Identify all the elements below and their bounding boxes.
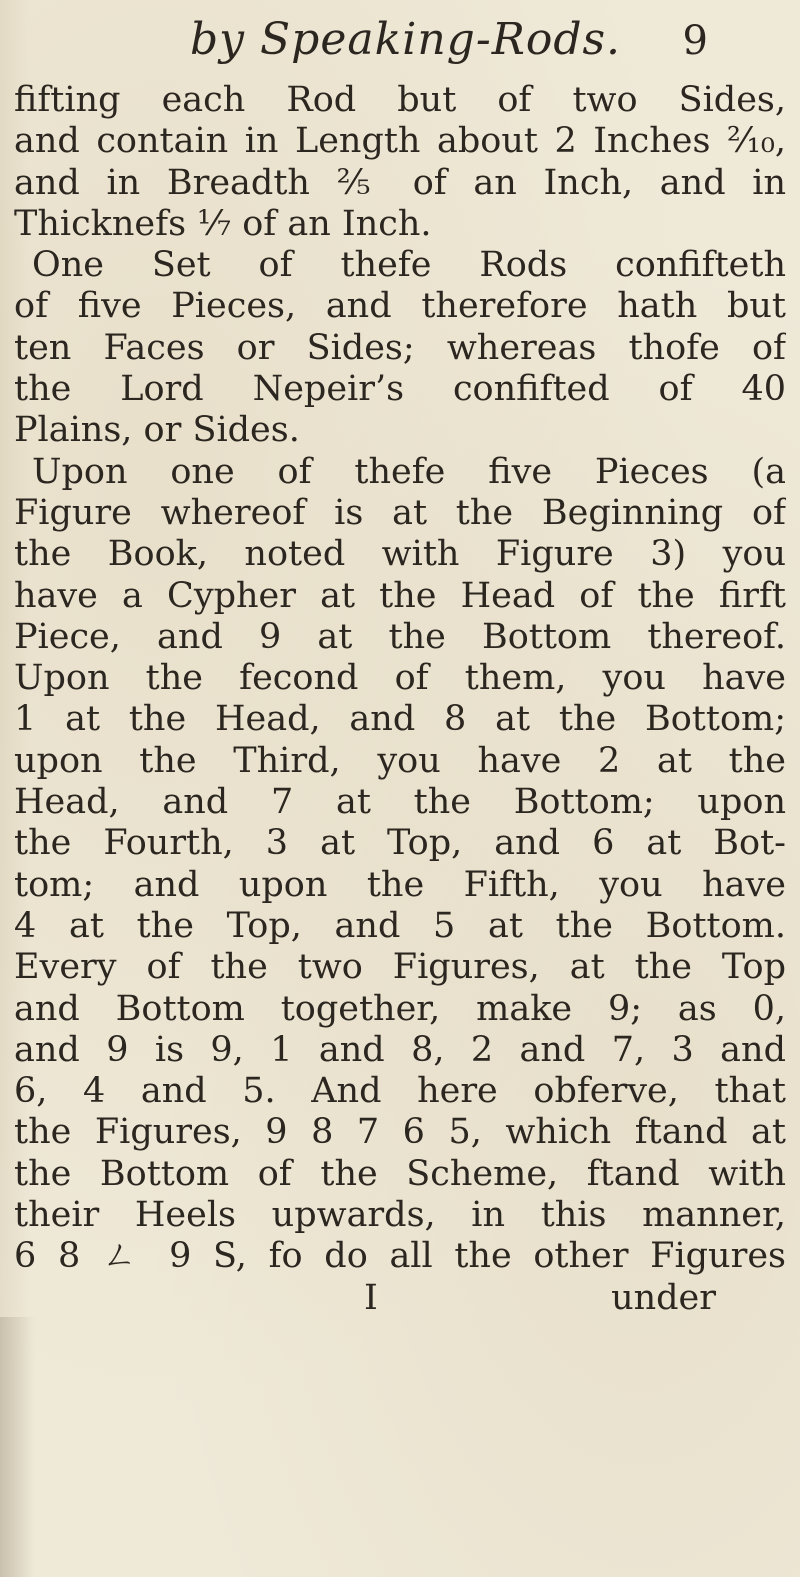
text-line: tom; and upon the Fifth, you have	[14, 864, 786, 905]
text-line: the Book, noted with Figure 3) you	[14, 534, 786, 575]
text-line: fifting each Rod but of two Sides,	[14, 80, 786, 120]
signature-catchword-line	[14, 1278, 786, 1319]
text-line: and Bottom together, make 9; as 0,	[14, 988, 786, 1029]
signature-mark: I	[364, 1277, 378, 1318]
running-title: by Speaking-Rods.	[190, 14, 622, 65]
text-line: 4 at the Top, and 5 at the Bottom.	[14, 905, 786, 946]
running-head	[0, 14, 800, 70]
text-line: the Figures, 9 8 7 6 5, which ftand at	[14, 1112, 786, 1153]
text-line: the Lord Nepeir’s confifted of 40	[14, 369, 786, 410]
text-line: 6 8 ㄥ 9 S, fo do all the other Figures	[14, 1236, 786, 1277]
scan-edge-shadow	[0, 1317, 36, 1577]
text-line: Plains, or Sides.	[14, 410, 300, 451]
text-line: the Fourth, 3 at Top, and 6 at Bot-	[14, 823, 786, 864]
text-line: Piece, and 9 at the Bottom thereof.	[14, 616, 786, 657]
text-line: and 9 is 9, 1 and 8, 2 and 7, 3 and	[14, 1029, 786, 1070]
text-line: of five Pieces, and therefore hath but	[14, 286, 786, 327]
text-line: Thicknefs ¹⁄₇ of an Inch.	[14, 203, 432, 244]
text-line: Figure whereof is at the Beginning of	[14, 492, 786, 533]
text-line: Every of the two Figures, at the Top	[14, 947, 786, 988]
body-text	[14, 80, 786, 1319]
text-line: 1 at the Head, and 8 at the Bottom;	[14, 699, 786, 740]
text-line: Upon one of thefe five Pieces (a	[32, 451, 786, 492]
text-line: the Bottom of the Scheme, ftand with	[14, 1153, 786, 1194]
text-line: their Heels upwards, in this manner,	[14, 1195, 786, 1236]
text-line: 6, 4 and 5. And here obferve, that	[14, 1071, 786, 1112]
text-line: and contain in Length about 2 Inches ²⁄₁₀,	[14, 121, 786, 162]
page-number: 9	[682, 18, 708, 64]
text-line: One Set of thefe Rods confifteth	[32, 245, 786, 286]
catchword: under	[611, 1277, 716, 1318]
text-line: ten Faces or Sides; whereas thofe of	[14, 327, 786, 368]
text-line: Upon the fecond of them, you have	[14, 658, 786, 699]
text-line: have a Cypher at the Head of the firft	[14, 575, 786, 616]
text-line: and in Breadth ⅖ of an Inch, and in	[14, 162, 786, 203]
text-line: Head, and 7 at the Bottom; upon	[14, 782, 786, 823]
text-line: upon the Third, you have 2 at the	[14, 740, 786, 781]
